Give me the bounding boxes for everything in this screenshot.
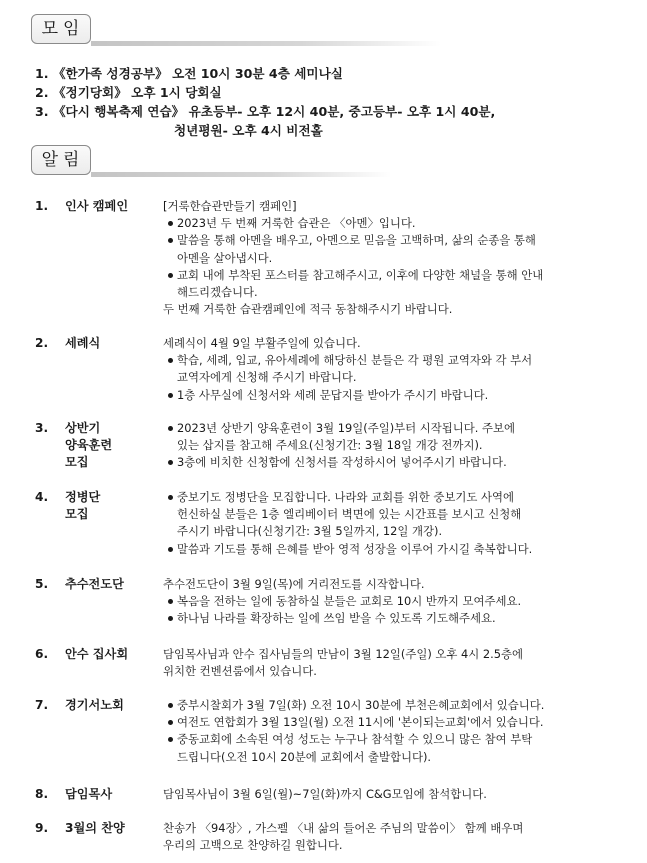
notice-title: 정병단 모집 (65, 490, 101, 522)
notice-title: 세례식 (65, 336, 101, 350)
notice-body: 중부시찰회가 3월 7일(화) 오전 10시 30분에 부천은혜교회에서 있습니다. 여전도 연합회가 3월 13일(월) 오전 11시에 '본이되는교회'에서 있습니다. 중동교회에 소속된 여성 성도는 누구나 참석할 수 있으니 많은 참여 부탁 드립니다(오전 10시 20분에 교회에서 출발합니다). (163, 697, 637, 766)
bullet-item: 하나님 나라를 확장하는 일에 쓰임 받을 수 있도록 기도해주세요. (163, 610, 637, 627)
notice-number: 8. (35, 787, 49, 801)
notice-body: [거룩한습관만들기 캠페인] 2023년 두 번째 거룩한 습관은 〈아멘〉입니다. 말씀을 통해 아멘을 배우고, 아멘으로 믿음을 고백하며, 삶의 순종을 통해 아멘을 살아냅시다. 교회 내에 부착된 포스터를 참고해주시고, 이후에 다양한 채널을 통해 안내 해드리겠습니다. 두 번째 거룩한 습관캠페인에 적극 동참해주시기 바랍니다. (163, 198, 637, 318)
bullet-item: 중보기도 정병단을 모집합니다. 나라와 교회를 위한 중보기도 사역에 (163, 489, 637, 506)
bullet-item: 2023년 두 번째 거룩한 습관은 〈아멘〉입니다. (163, 215, 637, 232)
notice-number: 4. (35, 490, 49, 504)
bullet-item: 3층에 비치한 신청함에 신청서를 작성하시어 넣어주시기 바랍니다. (163, 454, 637, 471)
notice-title: 경기서노회 (65, 698, 124, 712)
meeting-list (35, 64, 635, 140)
bullet-item: 중동교회에 소속된 여성 성도는 누구나 참석할 수 있으니 많은 참여 부탁 (163, 731, 637, 748)
notice-title: 담임목사 (65, 787, 113, 801)
notice-number: 9. (35, 821, 49, 835)
notice-body: 추수전도단이 3월 9일(목)에 거리전도를 시작합니다. 복음을 전하는 일에 동참하실 분들은 교회로 10시 반까지 모여주세요. 하나님 나라를 확장하는 일에 쓰임 받을 수 있도록 기도해주세요. (163, 576, 637, 628)
bullet-item: 여전도 연합회가 3월 13일(월) 오전 11시에 '본이되는교회'에서 있습니다. (163, 714, 637, 731)
notice-title: 안수 집사회 (65, 647, 129, 661)
notice-title: 상반기 양육훈련 모집 (65, 421, 113, 470)
meeting-item: 2. 《정기당회》 오후 1시 당회실 (35, 85, 222, 100)
notice-body: 찬송가 〈94장〉, 가스펠 〈내 삶의 들어온 주님의 말씀이〉 함께 배우며 우리의 고백으로 찬양하길 원합니다. (163, 821, 524, 853)
notice-body: 담임목사님이 3월 6일(월)~7일(화)까지 C&G모임에 참석합니다. (163, 787, 487, 801)
bullet-item: 중부시찰회가 3월 7일(화) 오전 10시 30분에 부천은혜교회에서 있습니다. (163, 697, 637, 714)
notice-title: 추수전도단 (65, 577, 124, 591)
meeting-item-continuation: 청년평원- 오후 4시 비전홀 (174, 123, 323, 138)
meeting-item: 3. 《다시 행복축제 연습》 유초등부- 오후 12시 40분, 중고등부- 오후 1시 40분, (35, 104, 496, 119)
notice-body: 2023년 상반기 양육훈련이 3월 19일(주일)부터 시작됩니다. 주보에 있는 삽지를 참고해 주세요(신청기간: 3월 18일 개강 전까지). 3층에 비치한 신청함에 신청서를 작성하시어 넣어주시기 바랍니다. (163, 420, 637, 472)
notice-body: 담임목사님과 안수 집사님들의 만남이 3월 12일(주일) 오후 4시 2.5층에 위치한 컨벤션룸에서 있습니다. (163, 647, 524, 679)
notice-number: 7. (35, 698, 49, 712)
notice-body: 세례식이 4월 9일 부활주일에 있습니다. 학습, 세례, 입교, 유아세례에 해당하신 분들은 각 평원 교역자와 각 부서 교역자에게 신청해 주시기 바랍니다. 1층 사무실에 신청서와 세례 문답지를 받아가 주시기 바랍니다. (163, 335, 637, 404)
bullet-item: 교회 내에 부착된 포스터를 참고해주시고, 이후에 다양한 채널을 통해 안내 (163, 267, 637, 284)
notice-number: 6. (35, 647, 49, 661)
meeting-section-tab: 모임 (31, 14, 91, 44)
bullet-item: 학습, 세례, 입교, 유아세례에 해당하신 분들은 각 평원 교역자와 각 부서 (163, 352, 637, 369)
notice-section-tab: 알림 (31, 145, 91, 175)
meeting-item: 1. 《한가족 성경공부》 오전 10시 30분 4층 세미나실 (35, 66, 343, 81)
notice-number: 2. (35, 336, 49, 350)
notice-number: 5. (35, 577, 49, 591)
bullet-item: 복음을 전하는 일에 동참하실 분들은 교회로 10시 반까지 모여주세요. (163, 593, 637, 610)
notice-title: 인사 캠페인 (65, 199, 129, 213)
notice-title: 3월의 찬양 (65, 821, 125, 835)
notice-number: 1. (35, 199, 49, 213)
notice-divider (91, 172, 391, 177)
bullet-item: 말씀을 통해 아멘을 배우고, 아멘으로 믿음을 고백하며, 삶의 순종을 통해 (163, 232, 637, 249)
bullet-item: 말씀과 기도를 통해 은혜를 받아 영적 성장을 이루어 가시길 축복합니다. (163, 541, 637, 558)
meeting-divider (91, 41, 441, 46)
bullet-item: 1층 사무실에 신청서와 세례 문답지를 받아가 주시기 바랍니다. (163, 387, 637, 404)
notice-body: 중보기도 정병단을 모집합니다. 나라와 교회를 위한 중보기도 사역에 헌신하실 분들은 1층 엘리베이터 벽면에 있는 시간표를 보시고 신청해 주시기 바랍니다(신청기간: 3월 5일까지, 12일 개강). 말씀과 기도를 통해 은혜를 받아 영적 성장을 이루어 가시길 축복합니다. (163, 489, 637, 558)
bullet-item: 2023년 상반기 양육훈련이 3월 19일(주일)부터 시작됩니다. 주보에 (163, 420, 637, 437)
notice-number: 3. (35, 421, 49, 435)
